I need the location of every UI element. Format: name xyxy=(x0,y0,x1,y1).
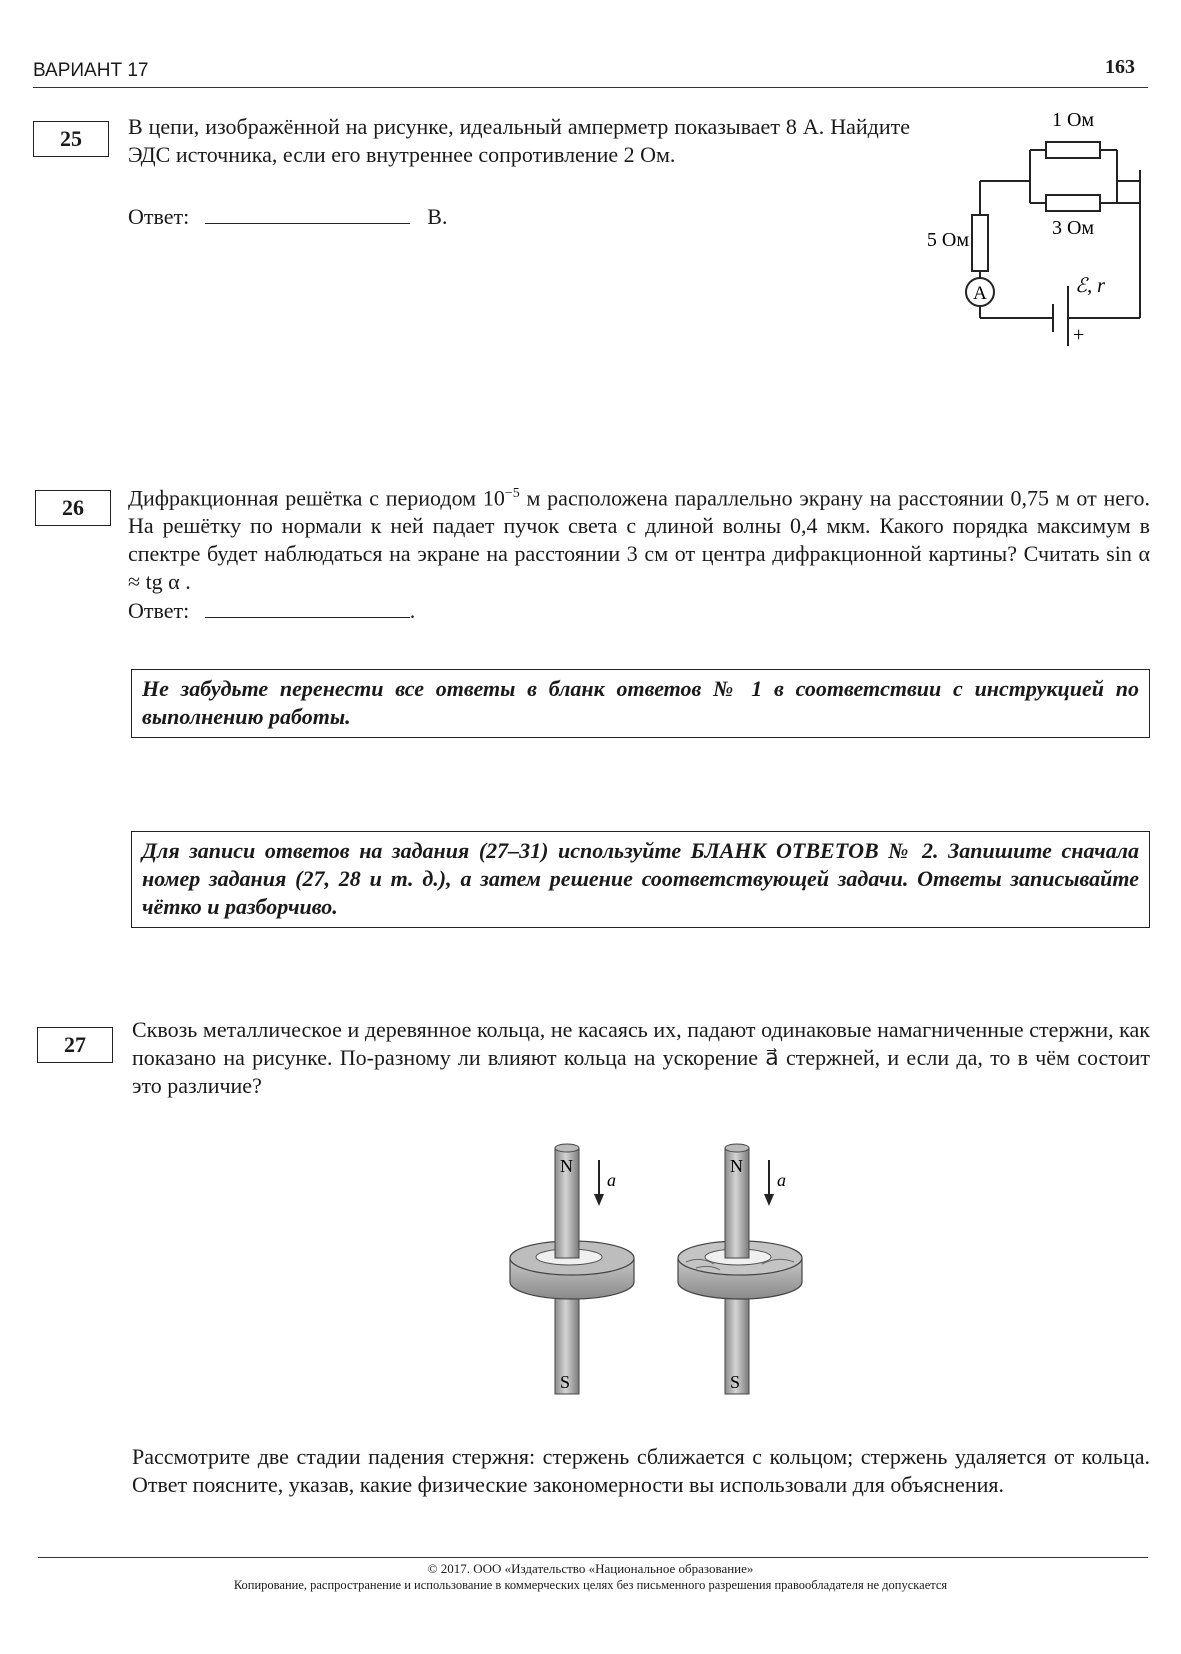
page-number: 163 xyxy=(1105,56,1135,78)
answer-unit: В. xyxy=(427,204,448,229)
accel-label-right: a⃗ xyxy=(777,1170,801,1190)
question-26-answer xyxy=(128,598,415,624)
question-26-text xyxy=(128,480,1150,596)
label-plus: + xyxy=(1073,324,1085,346)
question-25-text: В цепи, изображённой на рисунке, идеальный амперметр показывает 8 А. Найдите ЭДС источника, если его внутреннее сопротивление 2 Ом. xyxy=(128,114,910,167)
circuit-diagram xyxy=(926,108,1155,348)
answer-label: Ответ: xyxy=(128,598,190,623)
accel-arrow-icon xyxy=(594,1194,604,1206)
label-1-ohm: 1 Ом xyxy=(1051,109,1095,131)
answer-label: Ответ: xyxy=(128,204,190,229)
footer-legal: Копирование, распространение и использование в коммерческих целях без письменного разрешения правообладателя не допускается xyxy=(233,1578,948,1592)
question-25-answer xyxy=(128,204,447,230)
accel-arrow-icon xyxy=(764,1194,774,1206)
north-label-right: N xyxy=(730,1156,743,1176)
answer-end: . xyxy=(409,598,416,623)
q26-exponent: −5 xyxy=(504,486,520,501)
south-label-right: S xyxy=(730,1372,741,1392)
south-label-left: S xyxy=(560,1372,571,1392)
ammeter-label: A xyxy=(973,283,987,304)
q26-text-part1: Дифракционная решётка с периодом 10 xyxy=(128,485,505,511)
question-25-number: 25 xyxy=(33,121,109,157)
accel-label-left: a⃗ xyxy=(607,1170,631,1190)
instructions-note: Для записи ответов на задания (27–31) используйте БЛАНК ОТВЕТОВ № 2. Запишите сначала номер задания (27, 28 и т. д.), а затем решение соответствующей задачи. Ответы записывайте чётко и разборчиво. xyxy=(131,831,1150,928)
wooden-ring-magnet xyxy=(678,1144,802,1394)
footer-divider xyxy=(38,1557,1148,1558)
header-divider xyxy=(33,87,1148,88)
resistor-1-ohm xyxy=(1046,142,1100,158)
question-26-number: 26 xyxy=(35,490,111,526)
reminder-note: Не забудьте перенести все ответы в бланк ответов № 1 в соответствии с инструкцией по выполнению работы. xyxy=(131,669,1150,738)
question-27-text-continued: Рассмотрите две стадии падения стержня: стержень сближается с кольцом; стержень удаляется от кольца. Ответ поясните, указав, какие физические закономерности вы использовали для объяснения. xyxy=(132,1444,1150,1497)
question-27-number: 27 xyxy=(37,1027,113,1063)
metal-ring-magnet xyxy=(510,1144,634,1394)
label-5-ohm: 5 Ом xyxy=(926,229,969,251)
label-3-ohm: 3 Ом xyxy=(1051,217,1095,239)
footer-copyright: © 2017. ООО «Издательство «Национальное образование» xyxy=(427,1561,754,1576)
answer-field-26[interactable] xyxy=(205,599,410,618)
magnets-rings-figure xyxy=(500,1140,820,1400)
resistor-5-ohm xyxy=(972,215,988,271)
question-27-text: Сквозь металлическое и деревянное кольца, не касаясь их, падают одинаковые намагниченные стержни, как показано на рисунке. По-разному ли влияют кольца на ускорение a⃗ стержней, и если да, то в чём состоит это различие? xyxy=(132,1017,1150,1098)
variant-label: ВАРИАНТ 17 xyxy=(33,60,149,81)
resistor-3-ohm xyxy=(1046,195,1100,211)
north-label-left: N xyxy=(560,1156,573,1176)
label-emf: ℰ, r xyxy=(1075,275,1105,297)
answer-field-25[interactable] xyxy=(205,205,410,224)
q26-text-part2: м расположена параллельно экрану на расстоянии 0,75 м от него. На решётку по нормали к ней падает пучок света с длиной волны 0,4 мкм. Какого порядка максимум в спектре будет наблюдаться на экране на расстоянии 3 см от центра дифракционной картины? Считать sin α ≈ tg α . xyxy=(128,485,1151,595)
